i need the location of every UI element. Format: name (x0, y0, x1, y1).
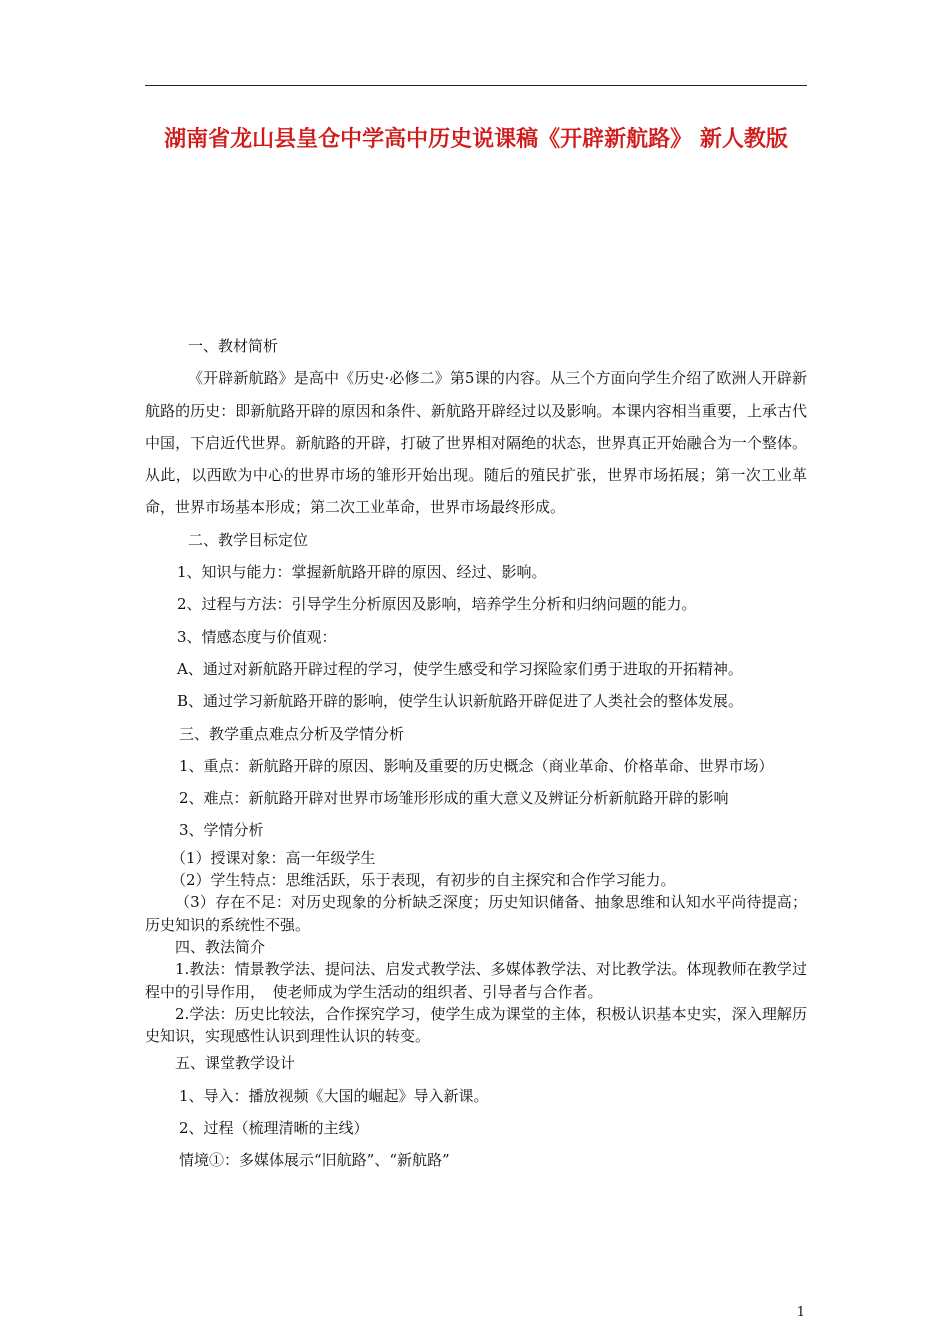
section-heading-1: 一、教材简析 (188, 337, 279, 355)
learner-item-3: （3）存在不足：对历史现象的分析缺乏深度；历史知识储备、抽象思维和认知水平尚待提高；历史知识的系统性不强。 (145, 893, 807, 934)
goal-item-3: 3、情感态度与价值观： (177, 627, 337, 646)
focus-item-2: 2、难点：新航路开辟对世界市场雏形形成的重大意义及辨证分析新航路开辟的影响 (179, 789, 729, 808)
goal-item-b: B、通过学习新航路开辟的影响，使学生认识新航路开辟促进了人类社会的整体发展。 (177, 692, 744, 711)
goal-item-1: 1、知识与能力：掌握新航路开辟的原因、经过、影响。 (177, 563, 547, 582)
method-item-2: 2.学法：历史比较法，合作探究学习，使学生成为课堂的主体，积极认识基本史实，深入理解历史知识，实现感性认识到理性认识的转变。 (145, 1004, 807, 1046)
goal-item-2: 2、过程与方法：引导学生分析原因及影响，培养学生分析和归纳问题的能力。 (177, 595, 697, 614)
section-heading-2: 二、教学目标定位 (188, 530, 309, 549)
section-heading-3: 三、教学重点难点分析及学情分析 (179, 724, 405, 743)
design-item-3: 情境①：多媒体展示“旧航路”、“新航路” (179, 1151, 450, 1170)
design-item-2: 2、过程（梳理清晰的主线） (179, 1119, 369, 1138)
goal-item-a: A、通过对新航路开辟过程的学习，使学生感受和学习探险家们勇于进取的开拓精神。 (177, 659, 743, 678)
focus-item-3: 3、学情分析 (179, 821, 264, 840)
document-body (145, 330, 807, 1177)
learner-item-2: （2）学生特点：思维活跃，乐于表现，有初步的自主探究和合作学习能力。 (171, 871, 676, 890)
method-item-1: 1.教法：情景教学法、提问法、启发式教学法、多媒体教学法、对比教学法。体现教师在教学过程中的引导作用， 使老师成为学生活动的组织者、引导者与合作者。 (145, 960, 807, 1001)
learner-item-1: （1）授课对象：高一年级学生 (171, 848, 376, 867)
focus-item-1: 1、重点：新航路开辟的原因、影响及重要的历史概念（商业革命、价格革命、世界市场） (179, 756, 774, 775)
paragraph-textbook-analysis: 《开辟新航路》是高中《历史·必修二》第5课的内容。从三个方面向学生介绍了欧洲人开辟新航路的历史：即新航路开辟的原因和条件、新航路开辟经过以及影响。本课内容相当重要，上承古代中国，下启近代世界。新航路的开辟，打破了世界相对隔绝的状态，世界真正开始融合为一个整体。从此，以西欧为中心的世界市场的雏形开始出现。随后的殖民扩张，世界市场拓展；第一次工业革命，世界市场基本形成；第二次工业革命，世界市场最终形成。 (145, 369, 807, 517)
header-rule (145, 85, 807, 86)
section-heading-4: 四、教法简介 (175, 937, 266, 956)
document-title: 湖南省龙山县皇仓中学高中历史说课稿《开辟新航路》 新人教版 (164, 126, 788, 152)
design-item-1: 1、导入：播放视频《大国的崛起》导入新课。 (179, 1086, 489, 1105)
page-number: 1 (796, 1305, 805, 1320)
section-heading-5: 五、课堂教学设计 (175, 1054, 296, 1073)
